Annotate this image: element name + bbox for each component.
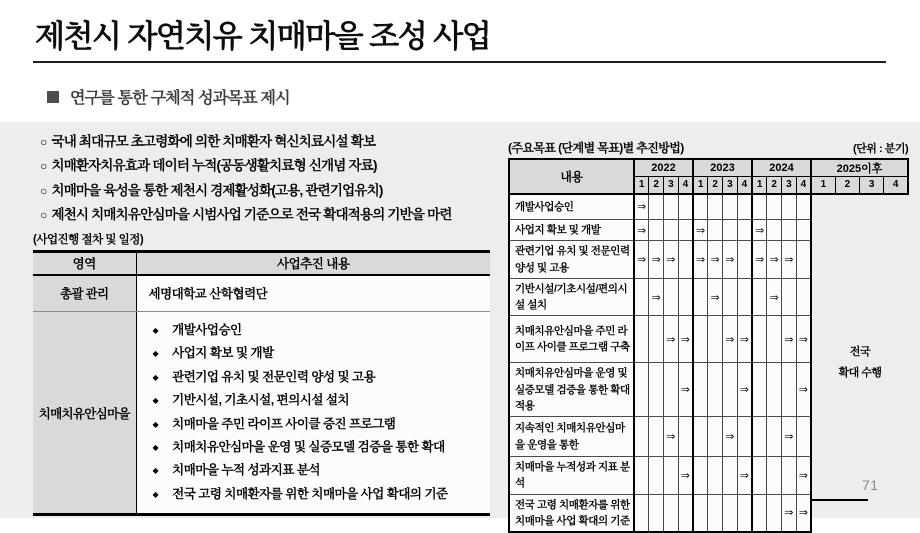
schedule-empty-cell	[693, 417, 708, 457]
process-header-area: 영역	[33, 252, 136, 275]
process-content-management: 세명대학교 산학협력단	[136, 275, 490, 312]
schedule-empty-cell	[664, 194, 679, 220]
schedule-empty-cell	[767, 194, 782, 220]
schedule-quarter-header: 4	[796, 177, 811, 194]
schedule-empty-cell	[634, 278, 649, 316]
schedule-empty-cell	[752, 494, 767, 532]
schedule-empty-cell	[782, 278, 797, 316]
schedule-quarter-header: 4	[678, 177, 693, 194]
subtitle-text: 연구를 통한 구체적 성과목표 제시	[70, 90, 290, 107]
schedule-arrow-cell: ⇒	[634, 194, 649, 220]
process-area-management: 총괄 관리	[33, 275, 136, 312]
process-item	[153, 319, 487, 342]
schedule-quarter-header: 1	[634, 177, 649, 194]
circle-bullet-icon: ○	[40, 159, 47, 174]
schedule-arrow-cell: ⇒	[678, 457, 693, 495]
diamond-bullet-icon: ◆	[152, 396, 159, 406]
schedule-arrow-cell: ⇒	[752, 220, 767, 241]
schedule-quarter-header: 2	[767, 177, 782, 194]
schedule-empty-cell	[796, 194, 811, 220]
schedule-quarter-header: 1	[693, 177, 708, 194]
schedule-year-header: 2024	[752, 159, 811, 177]
schedule-arrow-cell: ⇒	[796, 494, 811, 532]
schedule-empty-cell	[752, 278, 767, 316]
process-item	[153, 436, 487, 459]
schedule-empty-cell	[693, 494, 708, 532]
circle-bullet-icon: ○	[40, 183, 47, 198]
schedule-empty-cell	[678, 494, 693, 532]
schedule-empty-cell	[737, 278, 752, 316]
schedule-merged-note: 전국 확대 수행	[838, 346, 882, 380]
schedule-empty-cell	[678, 417, 693, 457]
subtitle	[47, 85, 290, 108]
process-item-text: 전국 고령 치매환자를 위한 치매마을 사업 확대의 기준	[172, 486, 448, 501]
process-item-text: 기반시설, 기초시설, 편의시설 설치	[172, 393, 350, 408]
schedule-header-content: 내용	[509, 159, 634, 194]
schedule-arrow-cell: ⇒	[723, 316, 738, 363]
schedule-empty-cell	[678, 278, 693, 316]
schedule-empty-cell	[767, 494, 782, 532]
schedule-empty-cell	[664, 363, 679, 417]
process-item-text: 치매마을 누적 성과지표 분석	[172, 463, 320, 478]
schedule-empty-cell	[752, 194, 767, 220]
process-item	[153, 413, 487, 436]
schedule-row-label: 치매마을 누적성과 지표 분석	[509, 457, 634, 495]
schedule-year-header: 2023	[693, 159, 752, 177]
process-table	[33, 250, 490, 516]
process-area-village: 치매치유안심마을	[33, 312, 136, 515]
schedule-empty-cell	[664, 278, 679, 316]
schedule-arrow-cell: ⇒	[664, 417, 679, 457]
page-title: 제천시 자연치유 치매마을 조성 사업	[35, 19, 491, 54]
goal-list	[40, 130, 452, 228]
schedule-row-label: 사업지 확보 및 개발	[509, 220, 634, 241]
process-item	[153, 389, 487, 412]
process-item	[153, 366, 487, 389]
schedule-row-label: 전국 고령 치매환자를 위한 치매마을 사업 확대의 기준	[509, 494, 634, 532]
goal-item-text: 국내 최대규모 초고령화에 의한 치매환자 혁신치료시설 확보	[51, 134, 376, 149]
goal-item	[40, 179, 452, 203]
schedule-empty-cell	[782, 457, 797, 495]
schedule-empty-cell	[649, 494, 664, 532]
schedule-empty-cell	[723, 278, 738, 316]
schedule-quarter-header: 3	[782, 177, 797, 194]
schedule-arrow-cell: ⇒	[678, 363, 693, 417]
process-item	[153, 342, 487, 365]
schedule-empty-cell	[737, 194, 752, 220]
schedule-empty-cell	[708, 316, 723, 363]
goal-item	[40, 203, 452, 227]
schedule-empty-cell	[782, 363, 797, 417]
schedule-empty-cell	[649, 417, 664, 457]
schedule-arrow-cell: ⇒	[649, 278, 664, 316]
schedule-row-label: 치매치유안심마을 주민 라이프 사이클 프로그램 구축	[509, 316, 634, 363]
schedule-empty-cell	[737, 494, 752, 532]
schedule-empty-cell	[708, 457, 723, 495]
schedule-empty-cell	[664, 457, 679, 495]
schedule-arrow-cell: ⇒	[708, 241, 723, 279]
schedule-empty-cell	[737, 417, 752, 457]
process-item-text: 치매치유안심마을 운영 및 실증모델 검증을 통한 확대	[172, 440, 445, 455]
schedule-empty-cell	[767, 417, 782, 457]
schedule-empty-cell	[649, 316, 664, 363]
page-number: 71	[862, 477, 879, 493]
schedule-empty-cell	[752, 363, 767, 417]
schedule-arrow-cell: ⇒	[782, 316, 797, 363]
schedule-empty-cell	[796, 241, 811, 279]
goal-item-text: 제천시 치매치유안심마을 시범사업 기준으로 전국 확대적용의 기반을 마련	[51, 207, 452, 223]
schedule-empty-cell	[737, 241, 752, 279]
schedule-arrow-cell: ⇒	[634, 220, 649, 241]
diamond-bullet-icon: ◆	[152, 326, 159, 335]
schedule-empty-cell	[634, 457, 649, 495]
schedule-table	[508, 158, 909, 533]
schedule-arrow-cell: ⇒	[782, 417, 797, 457]
schedule-empty-cell	[649, 457, 664, 495]
schedule-quarter-header: 2	[708, 177, 723, 194]
schedule-arrow-cell: ⇒	[664, 316, 679, 363]
schedule-empty-cell	[708, 494, 723, 532]
schedule-empty-cell	[693, 363, 708, 417]
process-header-content: 사업추진 내용	[136, 252, 490, 275]
schedule-year-header: 2025이후	[811, 159, 908, 177]
schedule-row-label: 치매치유안심마을 운영 및 실증모델 검증을 통한 확대적용	[509, 363, 634, 417]
schedule-empty-cell	[723, 457, 738, 495]
diamond-bullet-icon: ◆	[152, 443, 159, 453]
schedule-table-bottom-extension	[810, 499, 868, 501]
process-item-text: 사업지 확보 및 개발	[172, 346, 274, 361]
schedule-arrow-cell: ⇒	[782, 494, 797, 532]
schedule-quarter-header: 2	[835, 177, 859, 194]
schedule-row-label: 관련기업 유치 및 전문인력 양성 및 고용	[509, 241, 634, 279]
schedule-row-label: 기반시설/기초시설/편의시설 설치	[509, 278, 634, 316]
schedule-empty-cell	[723, 363, 738, 417]
schedule-arrow-cell: ⇒	[693, 220, 708, 241]
schedule-arrow-cell: ⇒	[708, 278, 723, 316]
schedule-arrow-cell: ⇒	[796, 457, 811, 495]
schedule-empty-cell	[678, 194, 693, 220]
schedule-empty-cell	[634, 417, 649, 457]
schedule-empty-cell	[796, 278, 811, 316]
process-item-text: 개발사업승인	[172, 323, 242, 337]
schedule-quarter-header: 1	[811, 177, 835, 194]
diamond-bullet-icon: ◆	[152, 349, 159, 359]
schedule-title: (주요목표 (단계별 목표)별 추진방법)	[508, 141, 684, 155]
schedule-empty-cell	[782, 194, 797, 220]
schedule-row	[509, 194, 908, 220]
schedule-arrow-cell: ⇒	[737, 363, 752, 417]
process-item-list	[153, 319, 487, 506]
schedule-arrow-cell: ⇒	[796, 316, 811, 363]
schedule-empty-cell	[693, 457, 708, 495]
schedule-arrow-cell: ⇒	[634, 241, 649, 279]
content-band	[0, 122, 920, 527]
schedule-empty-cell	[752, 417, 767, 457]
goal-item-text: 치매마을 육성을 통한 제천시 경제활성화(고용, 관련기업유치)	[51, 182, 383, 198]
schedule-empty-cell	[664, 494, 679, 532]
schedule-arrow-cell: ⇒	[737, 316, 752, 363]
schedule-empty-cell	[767, 363, 782, 417]
circle-bullet-icon: ○	[40, 135, 47, 149]
schedule-empty-cell	[708, 194, 723, 220]
diamond-bullet-icon: ◆	[152, 466, 159, 476]
schedule-empty-cell	[693, 316, 708, 363]
schedule-empty-cell	[767, 316, 782, 363]
schedule-arrow-cell: ⇒	[782, 241, 797, 279]
schedule-arrow-cell: ⇒	[767, 278, 782, 316]
schedule-row-label: 개발사업승인	[509, 194, 634, 220]
goal-item	[40, 154, 452, 178]
process-caption: (사업진행 절차 및 일정)	[33, 234, 144, 246]
process-item	[153, 483, 487, 506]
schedule-arrow-cell: ⇒	[767, 241, 782, 279]
schedule-empty-cell	[767, 457, 782, 495]
diamond-bullet-icon: ◆	[152, 419, 159, 429]
square-bullet-icon	[47, 91, 59, 103]
schedule-arrow-cell: ⇒	[723, 241, 738, 279]
goal-item	[40, 130, 452, 154]
schedule-empty-cell	[649, 194, 664, 220]
schedule-empty-cell	[723, 220, 738, 241]
schedule-empty-cell	[723, 194, 738, 220]
goal-item-text: 치매환자치유효과 데이터 누적(공동생활치료형 신개념 자료)	[51, 158, 377, 174]
schedule-empty-cell	[664, 220, 679, 241]
schedule-arrow-cell: ⇒	[737, 457, 752, 495]
schedule-year-header: 2022	[634, 159, 693, 177]
schedule-empty-cell	[782, 220, 797, 241]
title-underline	[33, 61, 886, 63]
schedule-empty-cell	[752, 316, 767, 363]
schedule-arrow-cell: ⇒	[796, 363, 811, 417]
process-item	[153, 459, 487, 482]
schedule-unit-label: (단위 : 분기)	[853, 143, 909, 155]
schedule-arrow-cell: ⇒	[752, 241, 767, 279]
circle-bullet-icon: ○	[40, 208, 47, 223]
schedule-empty-cell	[708, 220, 723, 241]
schedule-empty-cell	[723, 494, 738, 532]
schedule-arrow-cell: ⇒	[678, 316, 693, 363]
schedule-empty-cell	[678, 220, 693, 241]
schedule-quarter-header: 4	[737, 177, 752, 194]
diamond-bullet-icon: ◆	[152, 489, 159, 499]
schedule-quarter-header: 4	[884, 177, 908, 194]
schedule-quarter-header: 3	[723, 177, 738, 194]
schedule-row-label: 지속적인 치매치유안심마을 운영을 통한	[509, 417, 634, 457]
schedule-arrow-cell: ⇒	[723, 417, 738, 457]
schedule-empty-cell	[796, 417, 811, 457]
schedule-empty-cell	[737, 220, 752, 241]
schedule-arrow-cell: ⇒	[649, 241, 664, 279]
schedule-arrow-cell: ⇒	[693, 241, 708, 279]
process-item-text: 관련기업 유치 및 전문인력 양성 및 고용	[172, 369, 376, 384]
schedule-empty-cell	[752, 457, 767, 495]
schedule-empty-cell	[767, 220, 782, 241]
schedule-quarter-header: 2	[649, 177, 664, 194]
schedule-arrow-cell: ⇒	[664, 241, 679, 279]
diamond-bullet-icon: ◆	[152, 372, 159, 382]
schedule-empty-cell	[796, 220, 811, 241]
schedule-empty-cell	[634, 316, 649, 363]
schedule-empty-cell	[693, 194, 708, 220]
schedule-empty-cell	[634, 363, 649, 417]
schedule-quarter-header: 3	[860, 177, 884, 194]
schedule-empty-cell	[649, 363, 664, 417]
schedule-empty-cell	[649, 220, 664, 241]
schedule-empty-cell	[678, 241, 693, 279]
schedule-empty-cell	[708, 363, 723, 417]
schedule-quarter-header: 1	[752, 177, 767, 194]
schedule-empty-cell	[693, 278, 708, 316]
schedule-empty-cell	[708, 417, 723, 457]
schedule-empty-cell	[634, 494, 649, 532]
process-item-text: 치매마을 주민 라이프 사이클 증진 프로그램	[172, 416, 396, 431]
schedule-quarter-header: 3	[664, 177, 679, 194]
